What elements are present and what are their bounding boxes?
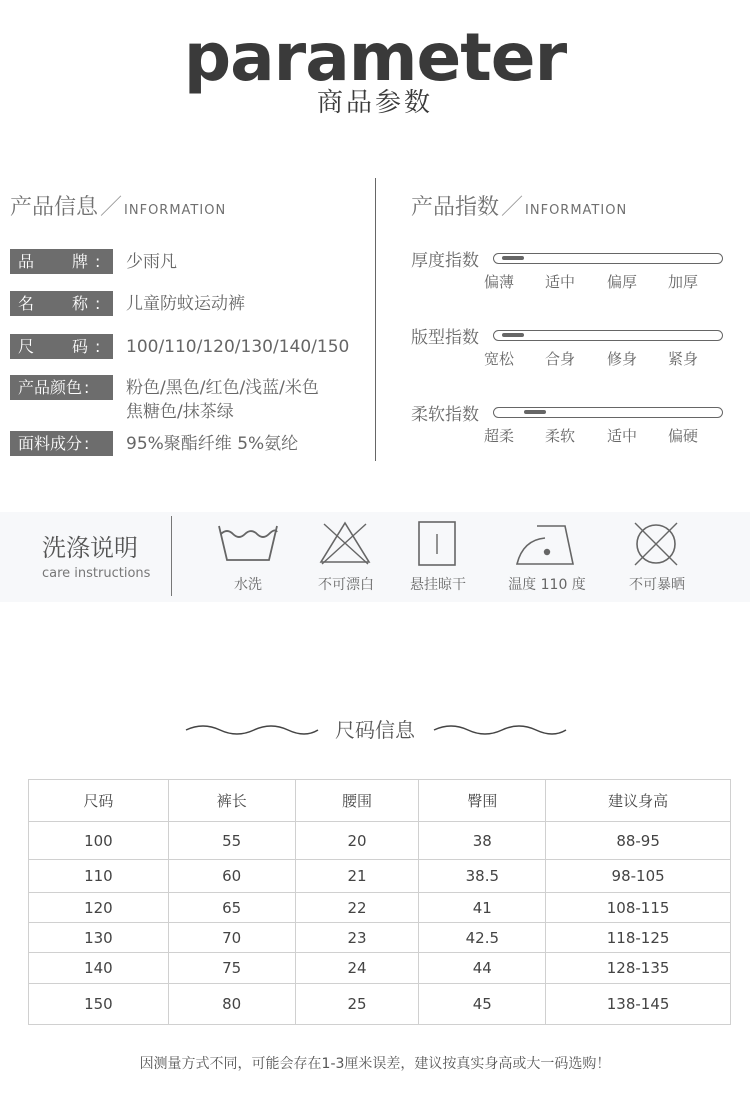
size-info-title: 尺码信息 <box>335 718 415 742</box>
product-info-heading-en: INFORMATION <box>124 203 227 218</box>
column-header: 臀围 <box>419 780 546 822</box>
care-subtitle: care instructions <box>42 566 151 581</box>
column-header: 尺码 <box>29 780 169 822</box>
wash-basin-icon <box>217 520 279 566</box>
care-label-hang-dry: 悬挂晾干 <box>410 577 466 593</box>
info-label-brand: 品 牌 : <box>10 249 113 274</box>
table-cell: 108-115 <box>546 893 731 923</box>
table-cell: 80 <box>168 984 295 1025</box>
info-value-color: 粉色/黑色/红色/浅蓝/米色 <box>126 378 319 398</box>
table-row <box>29 984 731 1025</box>
table-cell: 21 <box>295 860 419 893</box>
size-table <box>28 779 731 1025</box>
care-label-iron: 温度 110 度 <box>508 577 586 593</box>
table-cell: 20 <box>295 822 419 860</box>
product-info-heading-cn: 产品信息 <box>10 195 99 220</box>
table-cell: 75 <box>168 953 295 984</box>
section-divider <box>375 178 376 461</box>
hang-dry-icon <box>417 520 457 568</box>
product-index-heading-en: INFORMATION <box>525 203 628 218</box>
table-cell: 140 <box>29 953 169 984</box>
table-cell: 150 <box>29 984 169 1025</box>
index-option: 宽松 <box>483 350 514 368</box>
index-option: 柔软 <box>544 427 575 445</box>
index-option: 紧身 <box>667 350 698 368</box>
info-value-brand: 少雨凡 <box>126 252 177 272</box>
index-label: 柔软指数 <box>411 405 479 425</box>
table-cell: 23 <box>295 923 419 953</box>
index-option: 适中 <box>606 427 637 445</box>
page-title-en: parameter <box>183 19 567 96</box>
care-label-no-sun: 不可暴晒 <box>629 577 685 593</box>
column-header: 裤长 <box>168 780 295 822</box>
index-option: 合身 <box>544 350 575 368</box>
no-sun-dry-icon <box>631 520 681 568</box>
size-footnote: 因测量方式不同，可能会存在1-3厘米误差，建议按真实身高或大一码选购！ <box>139 1056 611 1072</box>
table-cell: 41 <box>419 893 546 923</box>
product-index-heading-cn: 产品指数 <box>411 195 500 220</box>
table-cell: 130 <box>29 923 169 953</box>
index-label: 版型指数 <box>411 328 479 348</box>
care-title: 洗涤说明 <box>42 534 138 562</box>
table-cell: 128-135 <box>546 953 731 984</box>
info-value-fabric: 95%聚酯纤维 5%氨纶 <box>126 434 299 454</box>
table-cell: 138-145 <box>546 984 731 1025</box>
table-row <box>29 953 731 984</box>
index-option: 适中 <box>544 273 575 291</box>
info-value-color-2: 焦糖色/抹茶绿 <box>126 402 234 422</box>
page-title-cn: 商品参数 <box>316 88 433 118</box>
index-option: 加厚 <box>667 273 698 291</box>
table-cell: 55 <box>168 822 295 860</box>
size-table-header <box>29 780 731 822</box>
index-option: 修身 <box>606 350 637 368</box>
table-cell: 45 <box>419 984 546 1025</box>
index-indicator <box>502 256 524 260</box>
index-option: 超柔 <box>483 427 514 445</box>
table-cell: 120 <box>29 893 169 923</box>
index-indicator <box>524 410 546 414</box>
info-value-name: 儿童防蚊运动裤 <box>126 294 245 314</box>
table-cell: 65 <box>168 893 295 923</box>
index-track <box>493 253 723 264</box>
info-label-size: 尺 码 : <box>10 334 113 359</box>
table-cell: 22 <box>295 893 419 923</box>
iron-icon <box>513 520 581 568</box>
product-info-heading: 产品信息／ INFORMATION <box>10 195 227 220</box>
no-bleach-icon <box>318 520 372 566</box>
wave-ornament-right <box>432 722 568 738</box>
table-row <box>29 893 731 923</box>
table-cell: 70 <box>168 923 295 953</box>
table-cell: 110 <box>29 860 169 893</box>
table-cell: 118-125 <box>546 923 731 953</box>
table-cell: 25 <box>295 984 419 1025</box>
table-cell: 24 <box>295 953 419 984</box>
table-cell: 98-105 <box>546 860 731 893</box>
care-divider <box>171 516 172 596</box>
care-label-wash: 水洗 <box>234 577 262 593</box>
table-row <box>29 822 731 860</box>
index-track <box>493 407 723 418</box>
table-cell: 38 <box>419 822 546 860</box>
index-option: 偏薄 <box>483 273 514 291</box>
table-cell: 60 <box>168 860 295 893</box>
info-label-name: 名 称 : <box>10 291 113 316</box>
table-cell: 88-95 <box>546 822 731 860</box>
index-option: 偏厚 <box>606 273 637 291</box>
table-row <box>29 923 731 953</box>
table-cell: 38.5 <box>419 860 546 893</box>
info-label-fabric: 面料成分 : <box>10 431 113 456</box>
index-track <box>493 330 723 341</box>
info-label-color: 产品颜色 : <box>10 375 113 400</box>
column-header: 建议身高 <box>546 780 731 822</box>
table-row <box>29 860 731 893</box>
column-header: 腰围 <box>295 780 419 822</box>
info-value-size: 100/110/120/130/140/150 <box>126 337 350 357</box>
care-label-no-bleach: 不可漂白 <box>318 577 374 593</box>
index-option: 偏硬 <box>667 427 698 445</box>
table-cell: 42.5 <box>419 923 546 953</box>
index-indicator <box>502 333 524 337</box>
table-cell: 100 <box>29 822 169 860</box>
index-label: 厚度指数 <box>411 251 479 271</box>
table-cell: 44 <box>419 953 546 984</box>
product-index-heading: 产品指数／ INFORMATION <box>411 195 628 220</box>
